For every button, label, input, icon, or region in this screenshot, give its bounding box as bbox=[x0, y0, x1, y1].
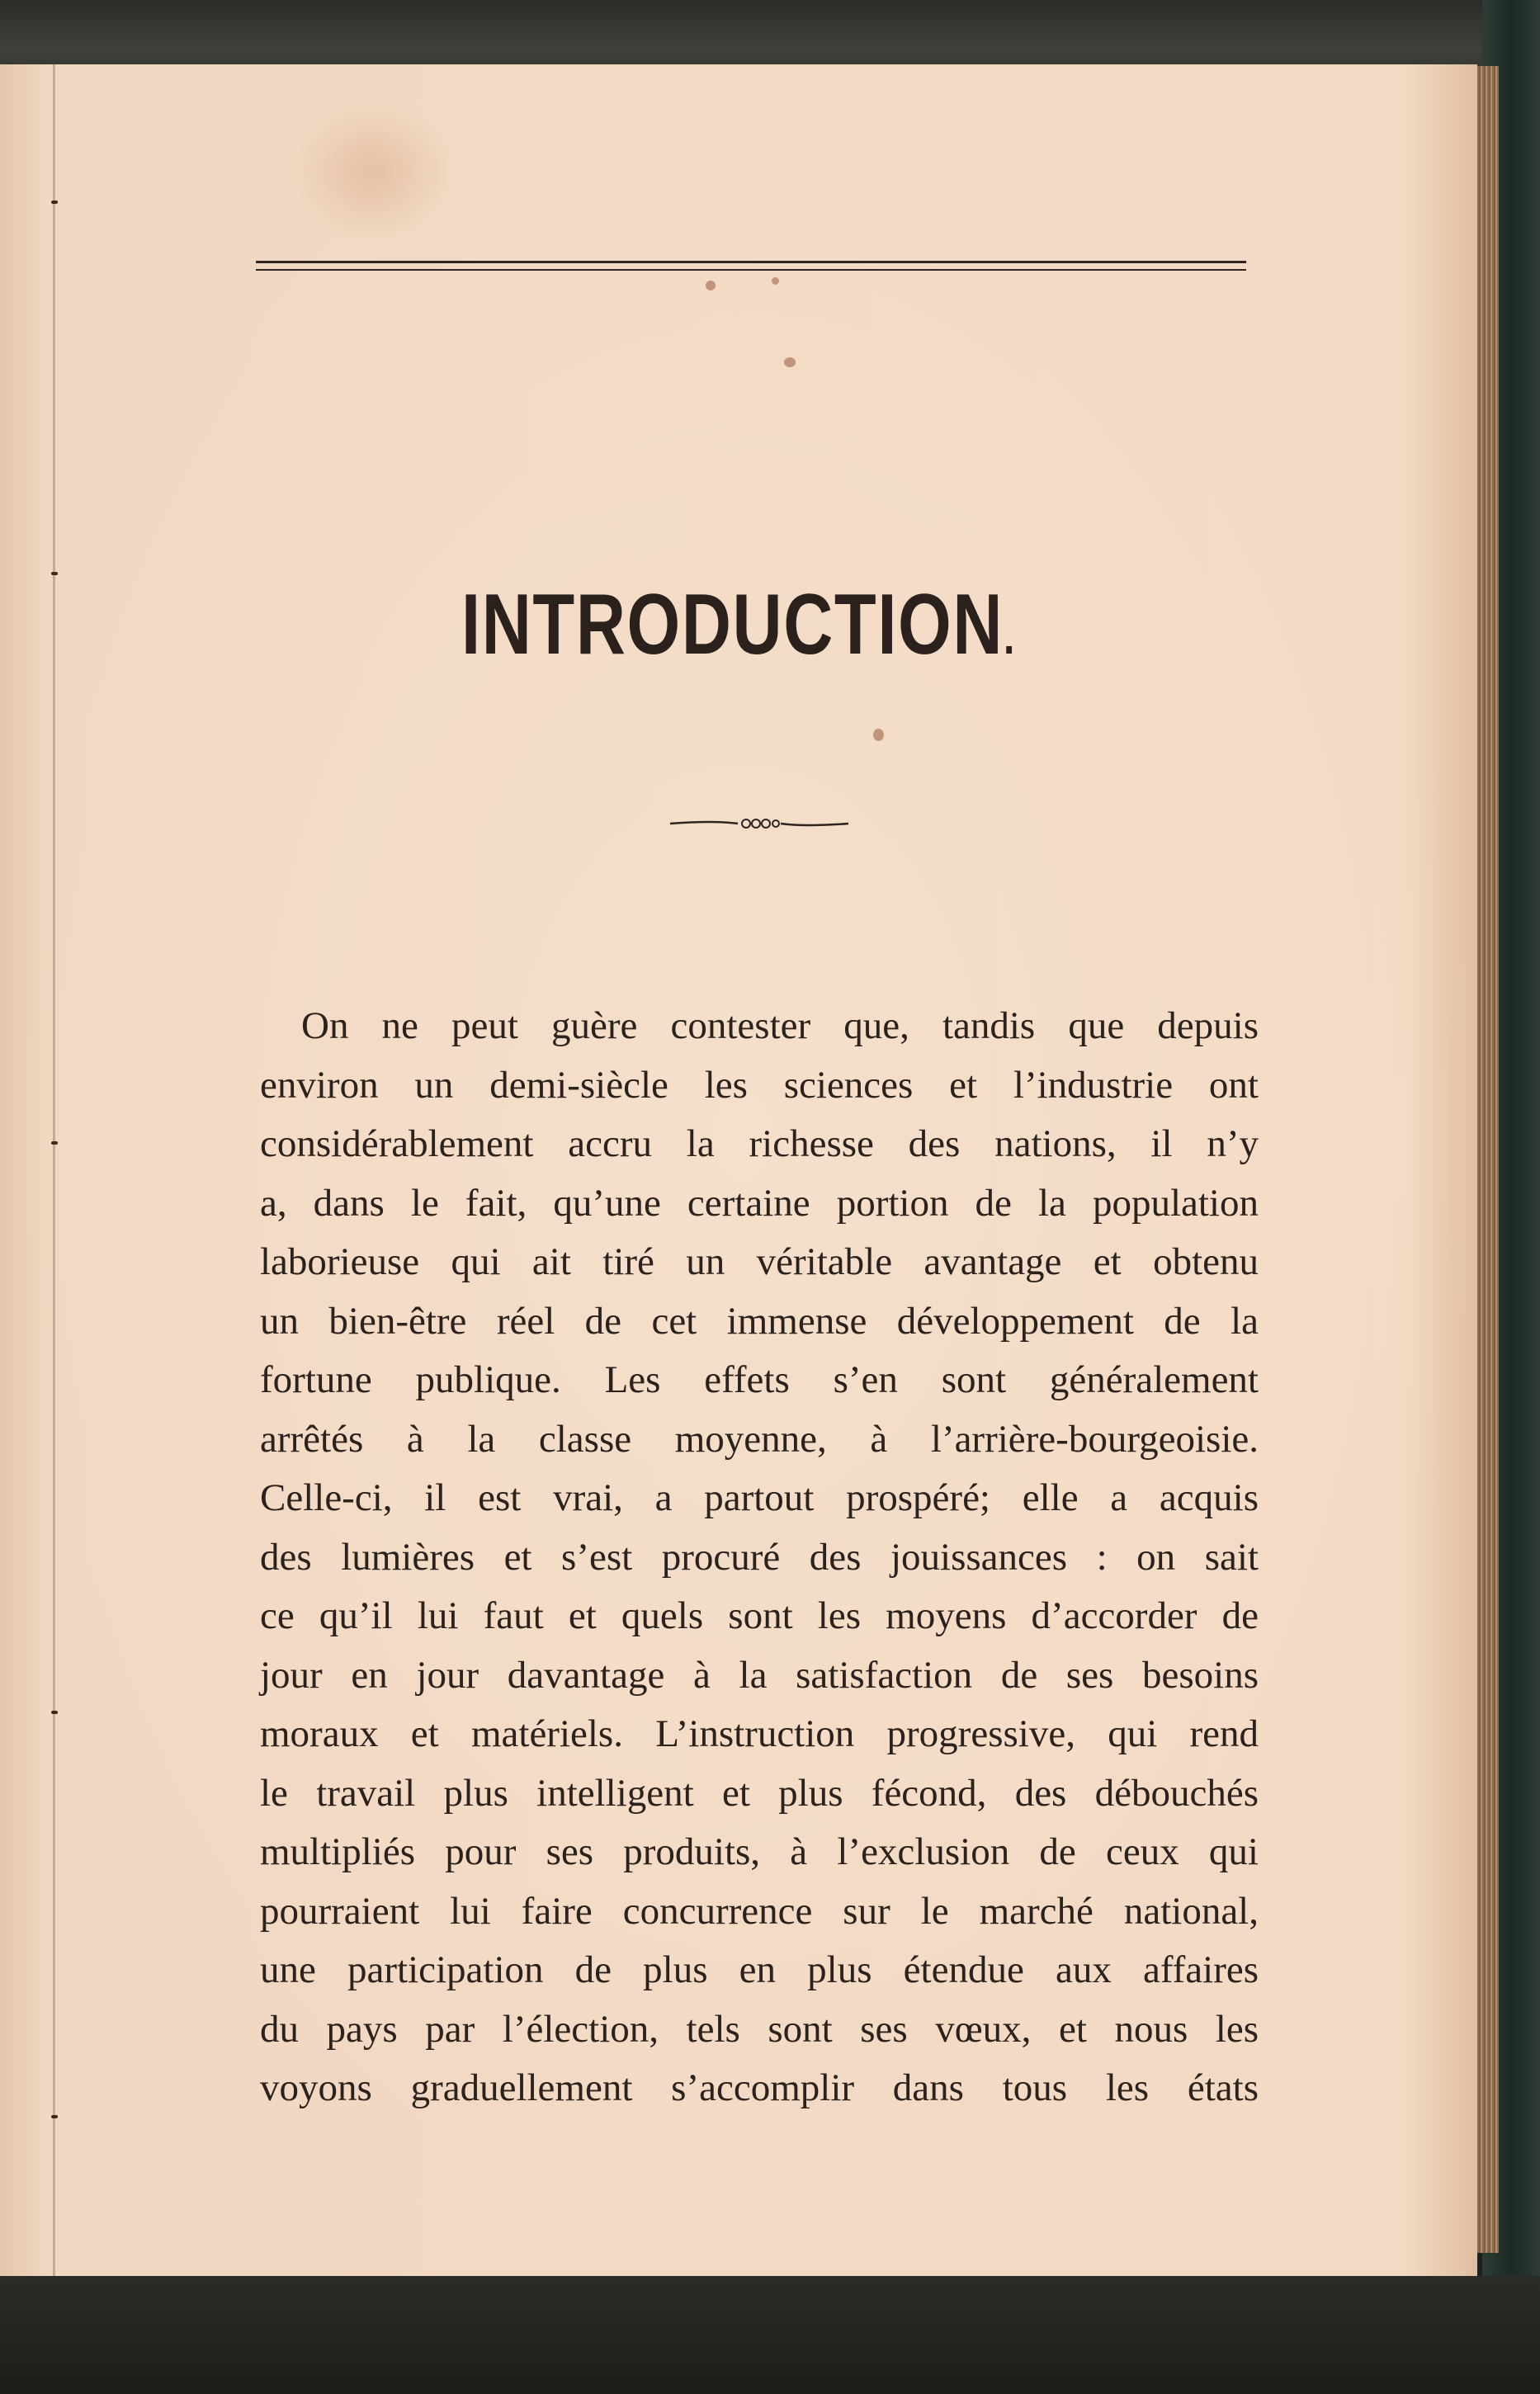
text-line: une participation de plus en plus étendue aux affaires bbox=[260, 1948, 1259, 1991]
binding-thread bbox=[51, 1141, 58, 1145]
gutter-fold bbox=[53, 64, 55, 2276]
foxing-spot bbox=[772, 277, 779, 285]
text-line: ce qu’il lui faut et quels sont les moyens d’accorder de bbox=[260, 1594, 1259, 1637]
binding-thread bbox=[51, 2115, 58, 2118]
binding-thread bbox=[51, 1711, 58, 1714]
text-line: On ne peut guère contester que, tandis que depuis bbox=[301, 1004, 1259, 1047]
text-line: moraux et matériels. L’instruction progressive, qui rend bbox=[260, 1712, 1259, 1755]
text-line: Celle-ci, il est vrai, a partout prospéré; elle a acquis bbox=[260, 1476, 1259, 1519]
text-line: environ un demi-siècle les sciences et l’industrie ont bbox=[260, 1063, 1259, 1107]
text-line: jour en jour davantage à la satisfaction de ses besoins bbox=[260, 1653, 1259, 1697]
header-rule-bottom bbox=[256, 269, 1246, 271]
text-line: fortune publique. Les effets s’en sont généralement bbox=[260, 1358, 1259, 1401]
text-line: un bien-être réel de cet immense développement de la bbox=[260, 1299, 1259, 1343]
text-line: le travail plus intelligent et plus fécond, des débouchés bbox=[260, 1771, 1259, 1815]
text-line: des lumières et s’est procuré des jouissances : on sait bbox=[260, 1535, 1259, 1579]
book-binding-bottom bbox=[0, 2276, 1540, 2394]
binding-thread bbox=[51, 201, 58, 204]
text-line: voyons graduellement s’accomplir dans tous les états bbox=[260, 2066, 1259, 2109]
foxing-spot bbox=[706, 281, 716, 290]
text-line: pourraient lui faire concurrence sur le marché national, bbox=[260, 1889, 1259, 1933]
binding-thread bbox=[51, 572, 58, 575]
foxing-spot bbox=[873, 729, 884, 741]
body-paragraph bbox=[260, 997, 1259, 2118]
text-line: arrêtés à la classe moyenne, à l’arrière-bourgeoisie. bbox=[260, 1417, 1259, 1461]
chapter-title: INTRODUCTION. bbox=[461, 577, 1016, 673]
foxing-spot bbox=[784, 357, 796, 367]
header-rule-top bbox=[256, 261, 1246, 263]
text-line: considérablement accru la richesse des nations, il n’y bbox=[260, 1122, 1259, 1165]
text-line: multipliés pour ses produits, à l’exclusion de ceux qui bbox=[260, 1830, 1259, 1873]
text-line: du pays par l’élection, tels sont ses vœux, et nous les bbox=[260, 2007, 1259, 2051]
text-line: laborieuse qui ait tiré un véritable avantage et obtenu bbox=[260, 1240, 1259, 1283]
ornament-divider bbox=[668, 807, 850, 840]
book-page bbox=[0, 64, 1477, 2276]
text-line: a, dans le fait, qu’une certaine portion de la population bbox=[260, 1181, 1259, 1225]
